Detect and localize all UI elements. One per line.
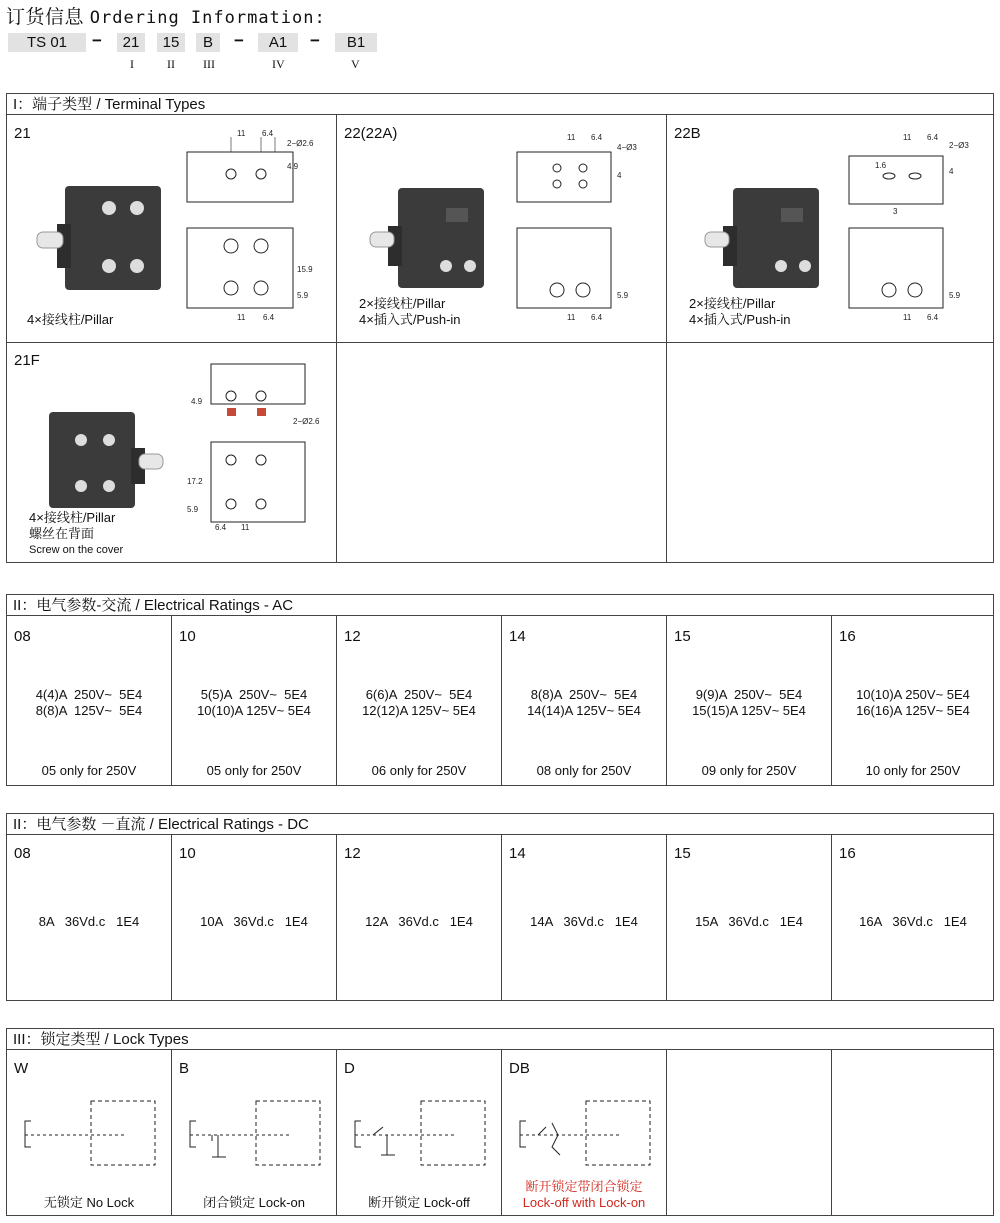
dim-6-4: 6.4: [927, 133, 939, 142]
pushin-switch-photo: [362, 184, 502, 304]
terminal-code-22-22a: 22(22A): [344, 125, 398, 142]
dim-11: 11: [241, 523, 250, 532]
ac-rating-12: 6(6)A 250V~ 5E4 12(12)A 125V~ 5E4: [362, 687, 476, 718]
dim-2-phi-2-6: 2−Ø2.6: [293, 417, 320, 426]
title-cn: 订货信息: [6, 7, 85, 28]
code-dash: −: [92, 31, 102, 50]
ac-note-14: 08 only for 250V: [536, 763, 632, 778]
ac-code-10: 10: [179, 628, 196, 645]
code-rating-text: 15: [162, 34, 180, 51]
dim-6-4: 6.4: [262, 129, 274, 138]
dim-4: 4: [617, 171, 622, 180]
terminal-code-21: 21: [14, 125, 31, 142]
terminal-22-drawing: [517, 132, 647, 332]
ac-note-08: 05 only for 250V: [41, 763, 137, 778]
dim-11: 11: [903, 313, 912, 322]
ac-ratings-section: [6, 594, 994, 786]
dim-17-2: 17.2: [187, 477, 203, 486]
dim-2-phi-3: 2−Ø3: [949, 141, 969, 150]
dim-4: 4: [949, 167, 954, 176]
dim-3: 3: [893, 207, 898, 216]
lock-off-with-lock-on-diagram: [502, 1095, 662, 1175]
dc-code-15: 15: [674, 845, 691, 862]
dim-5-9: 5.9: [949, 291, 961, 300]
dim-11: 11: [237, 313, 246, 322]
dc-rating-12: 12A 36Vd.c 1E4: [365, 914, 473, 929]
dim-11: 11: [567, 313, 576, 322]
lock-code-w: W: [14, 1060, 29, 1077]
terminal-21f-drawing: [187, 362, 327, 542]
terminal-caption-21: 4×接线柱/Pillar: [27, 312, 114, 327]
dc-code-14: 14: [509, 845, 526, 862]
roman-v: V: [351, 57, 360, 71]
lock-caption-db: 断开锁定带闭合锁定 Lock-off with Lock-on: [522, 1179, 646, 1210]
terminal-caption-22-22a: 2×接线柱/Pillar 4×插入式/Push-in: [359, 296, 461, 327]
ac-code-12: 12: [344, 628, 361, 645]
dim-6-4: 6.4: [215, 523, 227, 532]
code-lock: [196, 33, 220, 52]
code-dash: −: [310, 31, 320, 50]
lock-caption-w: 无锁定 No Lock: [43, 1195, 135, 1210]
code-option-iv-text: A1: [268, 34, 288, 51]
terminal-caption-22b: 2×接线柱/Pillar 4×插入式/Push-in: [689, 296, 791, 327]
roman-ii: II: [167, 57, 175, 71]
ac-rating-10: 5(5)A 250V~ 5E4 10(10)A 125V~ 5E4: [197, 687, 311, 718]
terminal-code-21f: 21F: [14, 352, 40, 369]
ac-ratings-title: II：电气参数-交流 / Electrical Ratings - AC: [7, 595, 993, 616]
terminal-21-drawing: [187, 129, 327, 332]
ac-note-12: 06 only for 250V: [371, 763, 467, 778]
code-terminal-text: 21: [122, 34, 140, 51]
dc-ratings-section: [6, 813, 994, 1001]
dim-6-4: 6.4: [591, 133, 603, 142]
dim-11: 11: [567, 133, 576, 142]
ac-code-16: 16: [839, 628, 856, 645]
code-option-v-text: B1: [346, 34, 366, 51]
ac-rating-16: 10(10)A 250V~ 5E4 16(16)A 125V~ 5E4: [856, 687, 970, 718]
code-rating: [157, 33, 185, 52]
dim-11: 11: [237, 129, 246, 138]
roman-i: I: [130, 57, 134, 71]
code-series-text: TS 01: [26, 34, 68, 51]
terminal-caption-21f-en: Screw on the cover: [29, 544, 124, 556]
lock-on-diagram: [172, 1095, 332, 1175]
dim-4-phi-3: 4−Ø3: [617, 143, 637, 152]
code-lock-text: B: [202, 34, 213, 51]
terminal-22b-drawing: [849, 132, 979, 332]
dc-rating-10: 10A 36Vd.c 1E4: [200, 914, 308, 929]
ac-note-16: 10 only for 250V: [865, 763, 961, 778]
lock-types-title: III：锁定类型 / Lock Types: [7, 1029, 993, 1050]
dim-4-9: 4.9: [191, 397, 203, 406]
cover-screw-switch-photo: [45, 406, 175, 516]
lock-code-d: D: [344, 1060, 355, 1077]
ac-rating-15: 9(9)A 250V~ 5E4 15(15)A 125V~ 5E4: [692, 687, 806, 718]
ac-code-08: 08: [14, 628, 31, 645]
ac-code-15: 15: [674, 628, 691, 645]
dim-6-4: 6.4: [591, 313, 603, 322]
code-option-v: [335, 33, 377, 52]
dim-5-9: 5.9: [187, 505, 199, 514]
ac-rating-08: 4(4)A 250V~ 5E4 8(8)A 125V~ 5E4: [35, 687, 143, 718]
pushin-switch-photo: [697, 184, 837, 304]
dc-ratings-title: II：电气参数 －直流 / Electrical Ratings - DC: [7, 814, 993, 835]
no-lock-diagram: [7, 1095, 167, 1175]
roman-iv: IV: [272, 57, 285, 71]
dim-4-9: 4.9: [287, 162, 299, 171]
lock-types-section: [6, 1028, 994, 1216]
dim-15-9: 15.9: [297, 265, 313, 274]
code-option-iv: [258, 33, 298, 52]
terminal-types-title: I：端子类型 / Terminal Types: [7, 94, 993, 115]
roman-iii: III: [203, 57, 215, 71]
terminal-types-section: [6, 93, 994, 563]
dc-code-12: 12: [344, 845, 361, 862]
dim-2-phi-2-6: 2−Ø2.6: [287, 139, 314, 148]
ac-rating-14: 8(8)A 250V~ 5E4 14(14)A 125V~ 5E4: [527, 687, 641, 718]
pillar-switch-photo: [27, 174, 187, 304]
dim-6-4: 6.4: [927, 313, 939, 322]
terminal-code-22b: 22B: [674, 125, 701, 142]
ac-note-15: 09 only for 250V: [701, 763, 797, 778]
lock-code-db: DB: [509, 1060, 530, 1077]
terminal-caption-21f: 4×接线柱/Pillar 螺丝在背面: [29, 510, 116, 541]
code-terminal: [117, 33, 145, 52]
lock-code-b: B: [179, 1060, 190, 1077]
dc-code-10: 10: [179, 845, 196, 862]
ac-note-10: 05 only for 250V: [206, 763, 302, 778]
dc-rating-08: 8A 36Vd.c 1E4: [38, 914, 140, 929]
title-en: Ordering Information:: [89, 8, 326, 28]
dc-rating-14: 14A 36Vd.c 1E4: [530, 914, 638, 929]
dc-rating-15: 15A 36Vd.c 1E4: [695, 914, 803, 929]
ac-code-14: 14: [509, 628, 526, 645]
lock-off-diagram: [337, 1095, 497, 1175]
dc-code-16: 16: [839, 845, 856, 862]
code-series: [8, 33, 86, 52]
dc-rating-16: 16A 36Vd.c 1E4: [859, 914, 967, 929]
dim-5-9: 5.9: [617, 291, 629, 300]
ordering-info-title: [6, 2, 326, 29]
dim-11: 11: [903, 133, 912, 142]
code-dash: −: [234, 31, 244, 50]
lock-caption-d: 断开锁定 Lock-off: [368, 1195, 470, 1210]
dc-code-08: 08: [14, 845, 31, 862]
dim-6-4: 6.4: [263, 313, 275, 322]
dim-5-9: 5.9: [297, 291, 309, 300]
lock-caption-b: 闭合锁定 Lock-on: [203, 1195, 305, 1210]
dim-1-6: 1.6: [875, 161, 887, 170]
